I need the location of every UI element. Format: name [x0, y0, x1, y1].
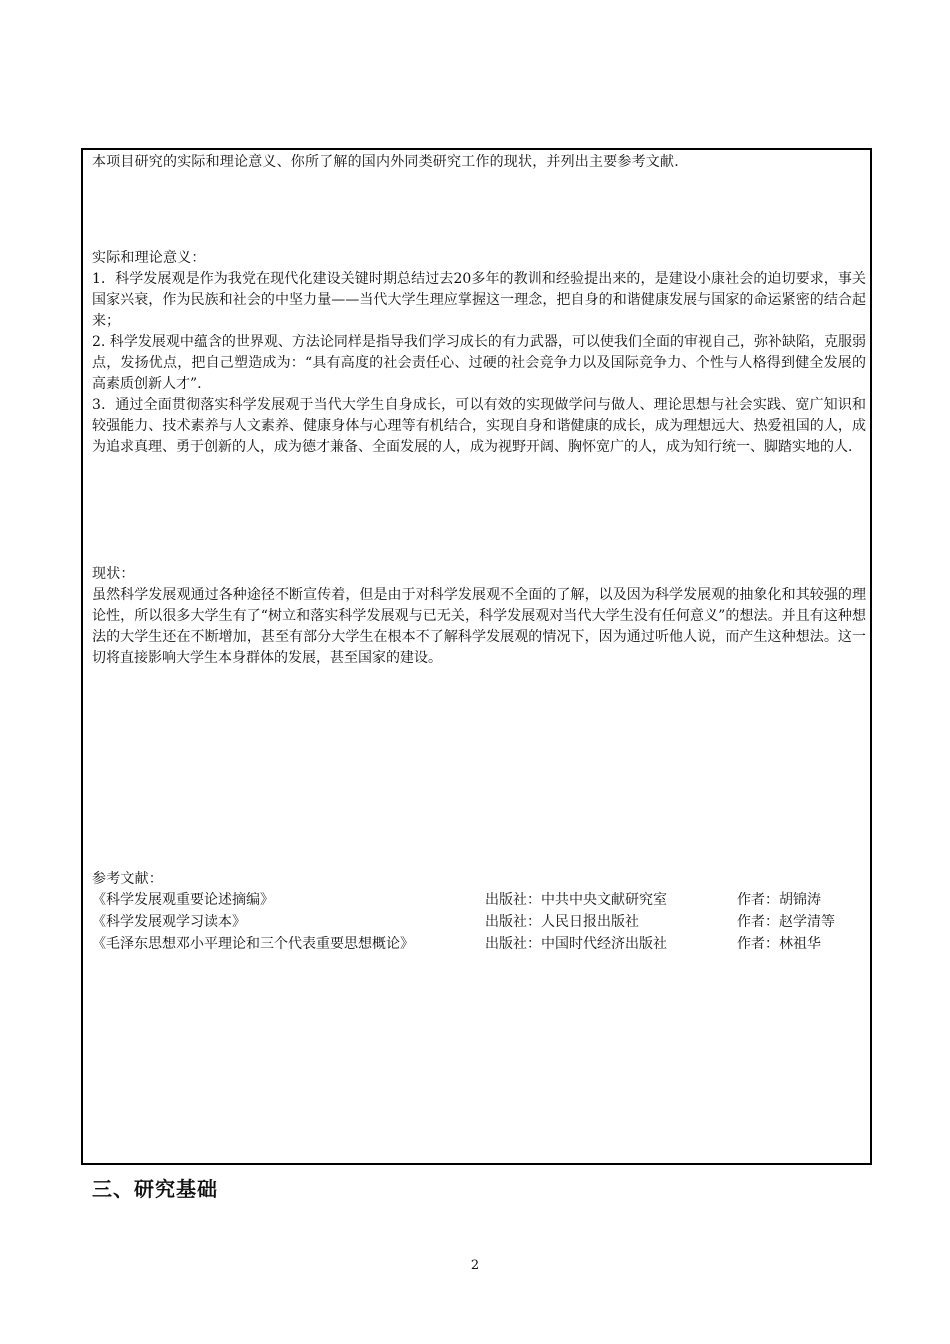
- significance-item: 3．通过全面贯彻落实科学发展观于当代大学生自身成长，可以有效的实现做学问与做人、理论思想与社会实践、宽广知识和较强能力、技术素养与人文素养、健康身体与心理等有机结合，实现自身和谐健康的成长，成为理想远大、热爱祖国的人，成为追求真理、勇于创新的人，成为德才兼备、全面发展的人，成为视野开阔、胸怀宽广的人，成为知行统一、脚踏实地的人.: [92, 397, 866, 455]
- reference-row: [92, 933, 866, 955]
- reference-publisher: 出版社：人民日报出版社: [485, 914, 639, 930]
- significance-paragraphs: [92, 269, 866, 458]
- significance-item: 2. 科学发展观中蕴含的世界观、方法论同样是指导我们学习成长的有力武器，可以使我们全面的审视自己，弥补缺陷，克服弱点，发扬优点，把自己塑造成为：“具有高度的社会责任心、过硬的社会竞争力以及国际竞争力、个性与人格得到健全发展的高素质创新人才”.: [92, 334, 866, 392]
- reference-row: [92, 889, 866, 911]
- status-text: 虽然科学发展观通过各种途径不断宣传着，但是由于对科学发展观不全面的了解，以及因为科学发展观的抽象化和其较强的理论性，所以很多大学生有了“树立和落实科学发展观与已无关，科学发展观对当代大学生没有任何意义”的想法。并且有这种想法的大学生还在不断增加，甚至有部分大学生在根本不了解科学发展观的情况下，因为通过听他人说，而产生这种想法。这一切将直接影响大学生本身群体的发展，甚至国家的建设。: [92, 587, 866, 666]
- reference-publisher: 出版社：中国时代经济出版社: [485, 936, 667, 952]
- reference-title: 《科学发展观学习读本》: [92, 914, 246, 930]
- significance-item: 1．科学发展观是作为我党在现代化建设关键时期总结过去20多年的教训和经验提出来的，是建设小康社会的迫切要求，事关国家兴衰，作为民族和社会的中坚力量——当代大学生理应掌握这一理念，把自身的和谐健康发展与国家的命运紧密的结合起来；: [92, 271, 866, 329]
- research-significance-box: [81, 148, 872, 1165]
- reference-author: 作者：赵学清等: [737, 914, 835, 930]
- significance-heading: 实际和理论意义：: [92, 250, 206, 266]
- reference-title: 《毛泽东思想邓小平理论和三个代表重要思想概论》: [92, 936, 414, 952]
- references-heading: 参考文献：: [92, 871, 163, 887]
- prompt-text: 本项目研究的实际和理论意义、你所了解的国内外同类研究工作的现状，并列出主要参考文献.: [92, 154, 679, 170]
- page-number: 2: [470, 1258, 480, 1273]
- reference-row: [92, 911, 866, 933]
- status-paragraph: [92, 585, 866, 669]
- status-heading: 现状：: [92, 566, 135, 582]
- reference-author: 作者：林祖华: [737, 936, 821, 952]
- reference-publisher: 出版社：中共中央文献研究室: [485, 892, 667, 908]
- section-title: 三、研究基础: [92, 1177, 218, 1201]
- reference-author: 作者：胡锦涛: [737, 892, 821, 908]
- reference-title: 《科学发展观重要论述摘编》: [92, 892, 274, 908]
